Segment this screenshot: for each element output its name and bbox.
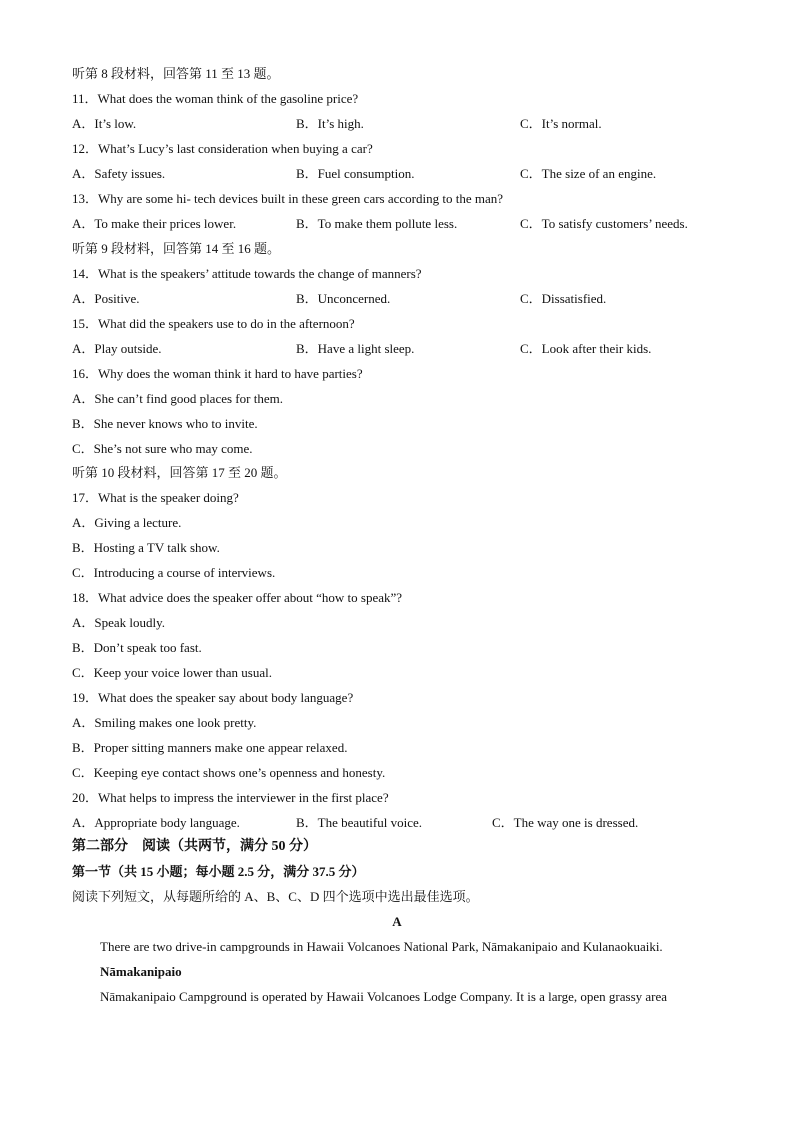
question-20-stem: 20．What helps to impress the interviewer in the first place? <box>72 790 389 805</box>
section-heading-10: 听第 10 段材料，回答第 17 至 20 题。 <box>72 465 287 480</box>
question-14-option-c: C．Dissatisfied. <box>520 291 607 306</box>
question-19-stem: 19．What does the speaker say about body language? <box>72 690 354 705</box>
section-one-title: 第一节（共 15 小题；每小题 2.5 分，满分 37.5 分） <box>72 864 365 879</box>
question-16-option-b: B．She never knows who to invite. <box>72 416 258 431</box>
passage-paragraph-2: Nāmakanipaio Campground is operated by Hawaii Volcanoes Lodge Company. It is a large, open grassy area <box>100 989 668 1004</box>
question-15-option-b: B．Have a light sleep. <box>296 341 415 356</box>
question-18-option-b: B．Don’t speak too fast. <box>72 640 202 655</box>
question-12-option-b: B．Fuel consumption. <box>296 166 415 181</box>
question-18-option-a: A．Speak loudly. <box>72 615 166 630</box>
question-14-option-b: B．Unconcerned. <box>296 291 391 306</box>
question-13-stem: 13．Why are some hi- tech devices built in these green cars according to the man? <box>72 191 504 206</box>
question-18-option-c: C．Keep your voice lower than usual. <box>72 665 273 680</box>
question-12-option-c: C．The size of an engine. <box>520 166 657 181</box>
passage-label: A <box>392 914 402 929</box>
question-19-option-c: C．Keeping eye contact shows one’s openness and honesty. <box>72 765 386 780</box>
question-15-option-a: A．Play outside. <box>72 341 162 356</box>
question-17-option-a: A．Giving a lecture. <box>72 515 182 530</box>
question-11-stem: 11．What does the woman think of the gasoline price? <box>72 91 359 106</box>
part-two-title: 第二部分 阅读（共两节，满分 50 分） <box>72 839 317 854</box>
question-19-option-b: B．Proper sitting manners make one appear relaxed. <box>72 740 348 755</box>
question-20-option-b: B．The beautiful voice. <box>296 815 422 830</box>
question-16-option-a: A．She can’t find good places for them. <box>72 391 283 406</box>
question-16-stem: 16．Why does the woman think it hard to have parties? <box>72 366 363 381</box>
section-heading-9: 听第 9 段材料，回答第 14 至 16 题。 <box>72 241 281 256</box>
question-17-option-b: B．Hosting a TV talk show. <box>72 540 220 555</box>
question-11-option-b: B．It’s high. <box>296 116 364 131</box>
question-18-stem: 18．What advice does the speaker offer about “how to speak”? <box>72 590 403 605</box>
question-13-option-b: B．To make them pollute less. <box>296 216 458 231</box>
reading-instruction: 阅读下列短文，从每题所给的 A、B、C、D 四个选项中选出最佳选项。 <box>72 889 479 904</box>
question-20-option-c: C．The way one is dressed. <box>492 815 639 830</box>
question-12-option-a: A．Safety issues. <box>72 166 166 181</box>
question-20-option-a: A．Appropriate body language. <box>72 815 240 830</box>
section-heading-8: 听第 8 段材料，回答第 11 至 13 题。 <box>72 66 280 81</box>
question-17-option-c: C．Introducing a course of interviews. <box>72 565 276 580</box>
question-14-stem: 14．What is the speakers’ attitude towards the change of manners? <box>72 266 422 281</box>
question-13-option-c: C．To satisfy customers’ needs. <box>520 216 688 231</box>
question-11-option-a: A．It’s low. <box>72 116 137 131</box>
question-16-option-c: C．She’s not sure who may come. <box>72 441 253 456</box>
question-12-stem: 12．What’s Lucy’s last consideration when buying a car? <box>72 141 373 156</box>
question-14-option-a: A．Positive. <box>72 291 140 306</box>
question-19-option-a: A．Smiling makes one look pretty. <box>72 715 257 730</box>
question-17-stem: 17．What is the speaker doing? <box>72 490 239 505</box>
question-11-option-c: C．It’s normal. <box>520 116 602 131</box>
question-13-option-a: A．To make their prices lower. <box>72 216 237 231</box>
question-15-stem: 15．What did the speakers use to do in the afternoon? <box>72 316 355 331</box>
passage-subheading: Nāmakanipaio <box>100 964 182 979</box>
question-15-option-c: C．Look after their kids. <box>520 341 652 356</box>
passage-paragraph-1: There are two drive-in campgrounds in Hawaii Volcanoes National Park, Nāmakanipaio and Kulanaokuaiki. <box>100 939 663 954</box>
